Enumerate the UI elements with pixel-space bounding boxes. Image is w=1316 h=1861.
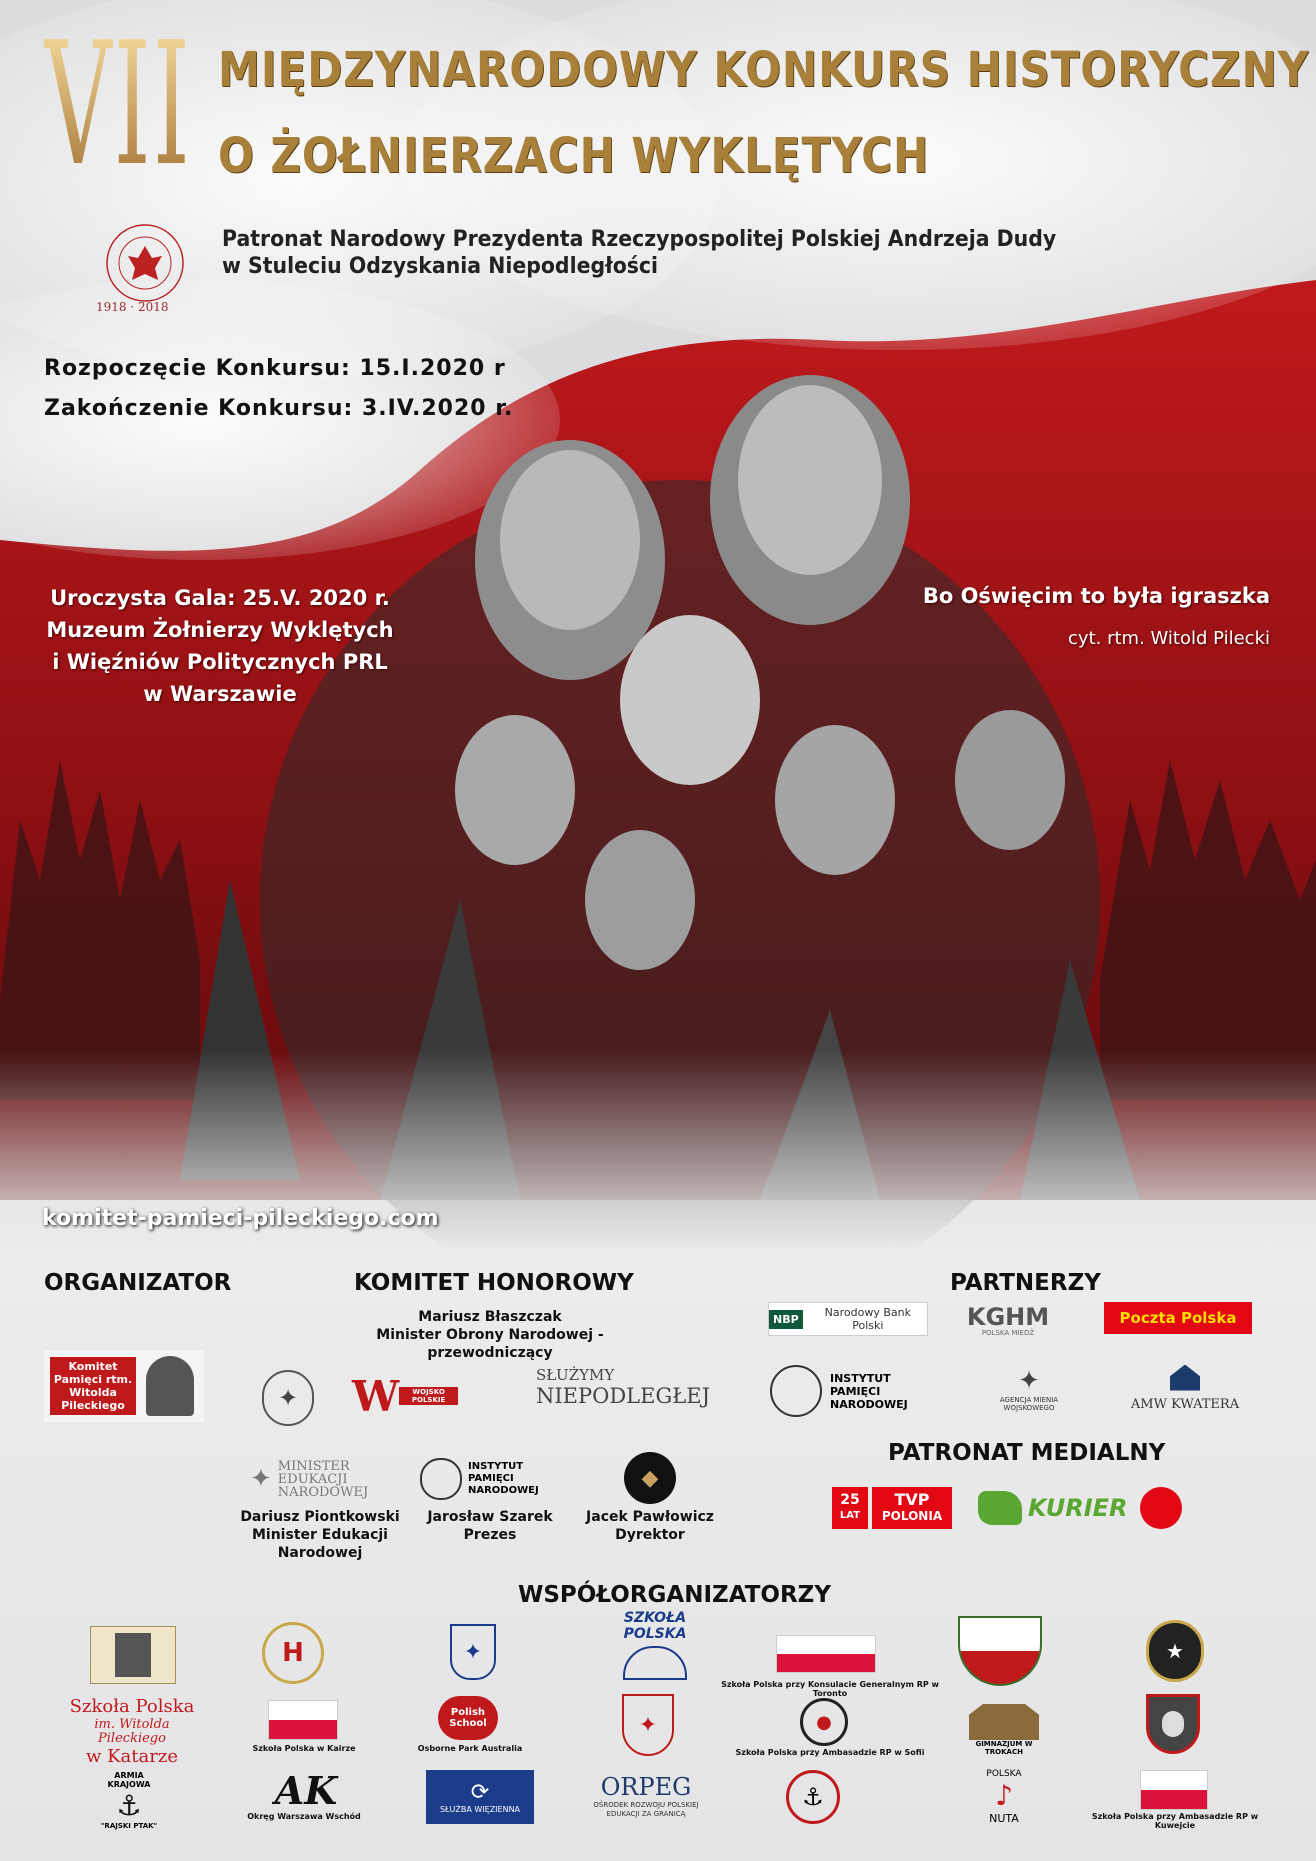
organizer-logo[interactable] xyxy=(44,1350,204,1422)
edition-numeral: VII xyxy=(44,6,192,204)
website-link[interactable]: komitet-pamieci-pileckiego.com xyxy=(42,1206,439,1231)
katar-school-logo[interactable]: Szkoła Polska im. Witolda Pileckiego w Katarze xyxy=(69,1696,195,1767)
mon-eagle-icon[interactable]: ✦ xyxy=(262,1370,314,1426)
coorganizers-heading: WSPÓŁORGANIZATORZY xyxy=(518,1582,832,1608)
patronage-text xyxy=(222,226,1056,280)
ipn-seal-icon xyxy=(420,1458,462,1500)
member-1: Dariusz Piontkowski Minister Edukacji Narodowej xyxy=(240,1509,400,1561)
szkola-polska-logo[interactable]: SZKOŁA POLSKA xyxy=(600,1610,710,1680)
school-1-logo[interactable] xyxy=(90,1626,176,1684)
osborne-caption: Osborne Park Australia xyxy=(417,1744,523,1753)
map-icon xyxy=(978,1491,1022,1525)
men-logo[interactable]: ✦ MINISTER EDUKACJI NARODOWEJ xyxy=(250,1458,369,1500)
seal-years: 1918 · 2018 xyxy=(96,300,169,314)
title-line-1: MIĘDZYNARODOWY KONKURS HISTORYCZNY xyxy=(218,42,1310,98)
polish-school-logo[interactable]: Polish School xyxy=(438,1696,498,1740)
sofia-caption: Szkoła Polska przy Ambasadzie RP w Sofii xyxy=(735,1748,925,1757)
title-line-2: O ŻOŁNIERZACH WYKLĘTYCH xyxy=(218,128,930,184)
museum-logo[interactable]: ◆ xyxy=(624,1452,676,1504)
member-2: Jarosław Szarek Prezes xyxy=(427,1509,553,1543)
school-shield-logo[interactable]: ✦ xyxy=(450,1624,496,1680)
patronage-line-1: Patronat Narodowy Prezydenta Rzeczypospolitej Polskiej Andrzeja Dudy xyxy=(222,227,1057,252)
gala-info xyxy=(40,582,400,710)
troki-school-logo[interactable]: GIMNAZJUM W TROKACH xyxy=(966,1700,1042,1760)
end-date: Zakończenie Konkursu: 3.IV.2020 r. xyxy=(44,396,514,421)
toronto-flag-logo[interactable] xyxy=(776,1632,876,1676)
gala-venue-1: Muzeum Żołnierzy Wyklętych xyxy=(46,618,394,642)
sofia-school-logo[interactable]: ● xyxy=(800,1698,848,1746)
kuwejt-caption: Szkoła Polska przy Ambasadzie RP w Kuwejcie xyxy=(1091,1812,1259,1830)
poczta-polska-logo[interactable]: Poczta Polska xyxy=(1104,1302,1252,1334)
honorary-chair xyxy=(320,1308,660,1362)
eagle-icon: ✦ xyxy=(1018,1366,1040,1396)
nbp-logo[interactable]: NBP Narodowy Bank Polski xyxy=(768,1302,928,1336)
honorary-chair-role: Minister Obrony Narodowej - przewodniczący xyxy=(376,1327,604,1361)
organizer-logo-text: Komitet Pamięci rtm. Witolda Pileckiego xyxy=(50,1357,136,1415)
media-heading: PATRONAT MEDIALNY xyxy=(888,1440,1166,1466)
armia-krajowa-rajski-ptak-logo[interactable]: ARMIA KRAJOWA ⚓ "RAJSKI PTAK" xyxy=(100,1770,158,1830)
wojsko-polskie-logo[interactable]: W WOJSKO POLSKIE xyxy=(352,1370,458,1422)
toronto-caption: Szkoła Polska przy Konsulacie Generalnym RP w Toronto xyxy=(721,1680,939,1698)
pilecki-portrait-icon xyxy=(146,1356,194,1416)
ipn-seal-icon xyxy=(770,1365,822,1417)
school-badge-logo[interactable]: ★ xyxy=(1146,1620,1204,1682)
sluzba-wiezienna-logo[interactable]: ⟳ SŁUŻBA WIĘZIENNA xyxy=(426,1770,534,1824)
kurier-badge-icon xyxy=(1140,1487,1182,1529)
ipn-logo-partner[interactable]: INSTYTUT PAMIĘCI NARODOWEJ xyxy=(770,1366,940,1416)
polska-nuta-logo[interactable]: POLSKA ♪ NUTA xyxy=(986,1769,1022,1825)
quote-text: Bo Oświęcim to była igraszka xyxy=(922,584,1270,608)
school-chicago-logo[interactable]: H xyxy=(262,1622,324,1684)
school-anchor-logo[interactable]: ⚓ xyxy=(786,1770,840,1824)
gala-city: w Warszawie xyxy=(143,682,297,706)
gala-venue-2: i Więźniów Politycznych PRL xyxy=(52,650,388,674)
ak-logo[interactable]: AK xyxy=(274,1767,338,1813)
sluzymy-niepodleglej-logo[interactable]: SŁUŻYMY NIEPODLEGŁEJ xyxy=(536,1366,711,1408)
kuwejt-flag-logo[interactable] xyxy=(1140,1770,1208,1810)
quote-author: cyt. rtm. Witold Pilecki xyxy=(1068,628,1270,649)
member-3: Jacek Pawłowicz Dyrektor xyxy=(586,1509,714,1543)
orpeg-logo[interactable]: ORPEG OŚRODEK ROZWOJU POLSKIEJ EDUKACJI ZA GRANICĄ xyxy=(593,1773,699,1818)
patronage-line-2: w Stuleciu Odzyskania Niepodległości xyxy=(222,254,659,279)
kurier-logo[interactable]: KURIER xyxy=(978,1486,1188,1530)
eagle-icon: ✦ xyxy=(250,1464,272,1494)
amw-kwatera-logo[interactable]: AMW KWATERA xyxy=(1120,1358,1250,1418)
partners-heading: PARTNERZY xyxy=(950,1270,1101,1296)
kair-flag-logo[interactable] xyxy=(268,1700,338,1740)
ipn-logo-honorary[interactable]: INSTYTUT PAMIĘCI NARODOWEJ xyxy=(420,1456,550,1502)
organizer-heading: ORGANIZATOR xyxy=(44,1270,232,1296)
gala-date: Uroczysta Gala: 25.V. 2020 r. xyxy=(50,586,390,610)
school-shield-2-logo[interactable] xyxy=(1146,1694,1200,1754)
school-crest-logo[interactable]: ✦ xyxy=(622,1694,674,1756)
start-date: Rozpoczęcie Konkursu: 15.I.2020 r xyxy=(44,356,506,381)
tvp-polonia-logo[interactable]: 25 LAT TVP POLONIA xyxy=(830,1486,954,1530)
honorary-chair-name: Mariusz Błaszczak xyxy=(418,1309,562,1325)
amw-agency-logo[interactable]: ✦ AGENCJA MIENIA WOJSKOWEGO xyxy=(999,1366,1059,1412)
kghm-logo[interactable]: KGHM POLSKA MIEDŹ xyxy=(966,1303,1050,1337)
honorary-heading: KOMITET HONOROWY xyxy=(354,1270,634,1296)
kair-caption: Szkoła Polska w Kairze xyxy=(252,1744,356,1753)
ak-caption: Okręg Warszawa Wschód xyxy=(247,1812,361,1821)
house-icon xyxy=(1170,1365,1200,1391)
